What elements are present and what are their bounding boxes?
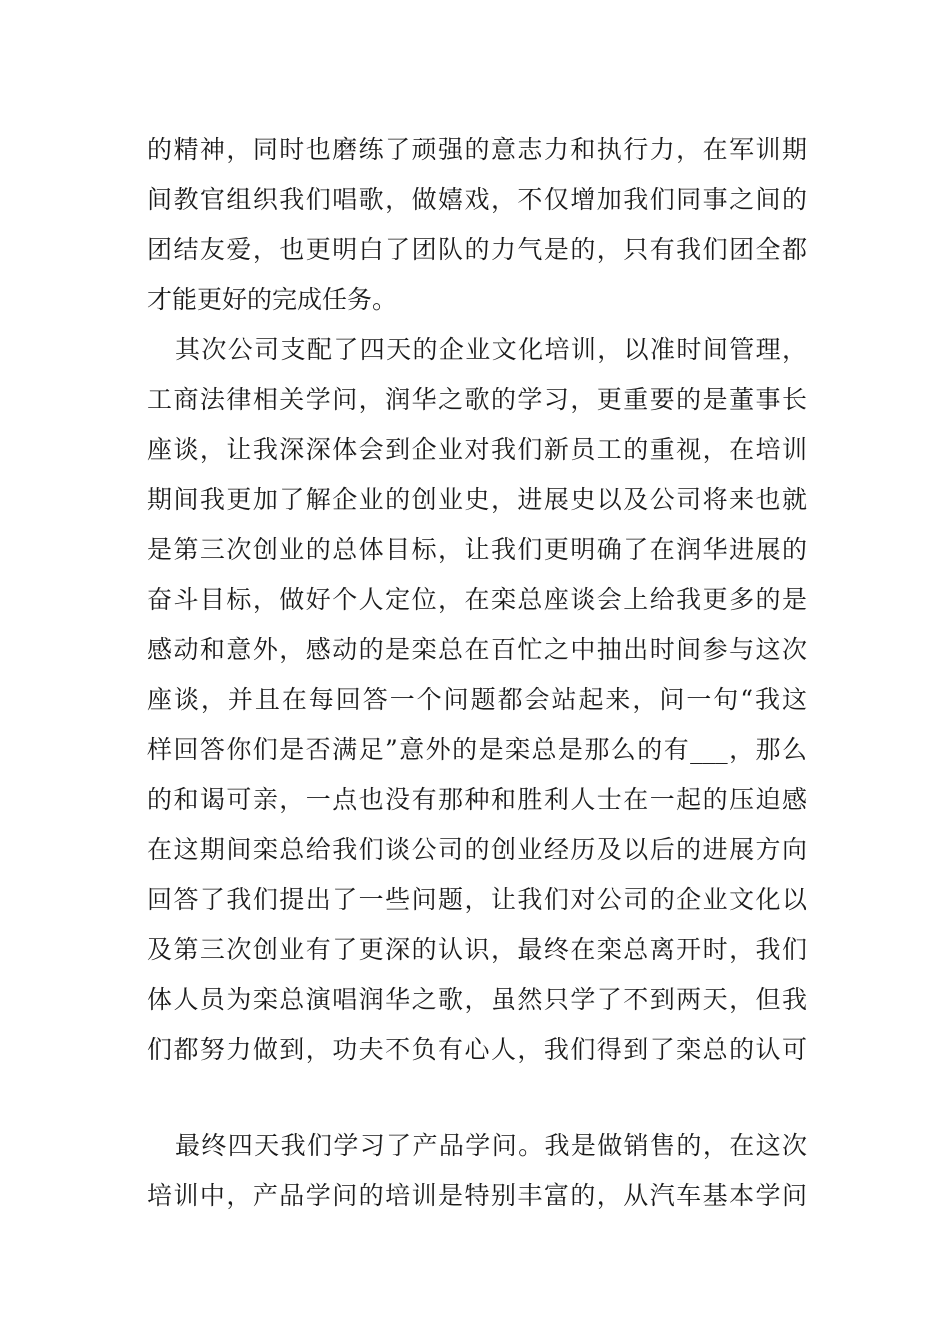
text-line: 是第三次创业的总体目标，让我们更明确了在润华进展的	[147, 535, 807, 564]
text-line: 们都努力做到，功夫不负有心人，我们得到了栾总的认可	[147, 1035, 807, 1064]
text-line: 期间我更加了解企业的创业史，进展史以及公司将来也就	[147, 485, 807, 514]
text-line: 座谈，并且在每回答一个问题都会站起来，问一句“我这	[147, 685, 807, 714]
text-line: 奋斗目标，做好个人定位，在栾总座谈会上给我更多的是	[147, 585, 807, 614]
text-line: 的精神，同时也磨练了顽强的意志力和执行力，在军训期	[147, 135, 807, 164]
text-line: 才能更好的完成任务。	[147, 285, 398, 314]
text-line: 培训中，产品学问的培训是特别丰富的，从汽车基本学问	[147, 1181, 807, 1210]
text-line: 感动和意外，感动的是栾总在百忙之中抽出时间参与这次	[147, 635, 807, 664]
text-line: 及第三次创业有了更深的认识，最终在栾总离开时，我们	[147, 935, 807, 964]
text-line: 间教官组织我们唱歌，做嬉戏，不仅增加我们同事之间的	[147, 185, 807, 214]
text-line: 其次公司支配了四天的企业文化培训，以准时间管理，	[175, 335, 807, 364]
text-line: 团结友爱，也更明白了团队的力气是的，只有我们团全都	[147, 235, 807, 264]
text-line: 回答了我们提出了一些问题，让我们对公司的企业文化以	[147, 885, 807, 914]
text-line: 体人员为栾总演唱润华之歌，虽然只学了不到两天，但我	[147, 985, 807, 1014]
text-line: 最终四天我们学习了产品学问。我是做销售的，在这次	[175, 1131, 807, 1160]
text-line: 座谈，让我深深体会到企业对我们新员工的重视，在培训	[147, 435, 807, 464]
text-line: 工商法律相关学问，润华之歌的学习，更重要的是董事长	[147, 385, 807, 414]
text-line: 在这期间栾总给我们谈公司的创业经历及以后的进展方向	[147, 835, 807, 864]
text-line: 的和谒可亲，一点也没有那种和胜利人士在一起的压迫感	[147, 785, 807, 814]
text-line: 样回答你们是否满足”意外的是栾总是那么的有___，那么	[147, 735, 807, 764]
